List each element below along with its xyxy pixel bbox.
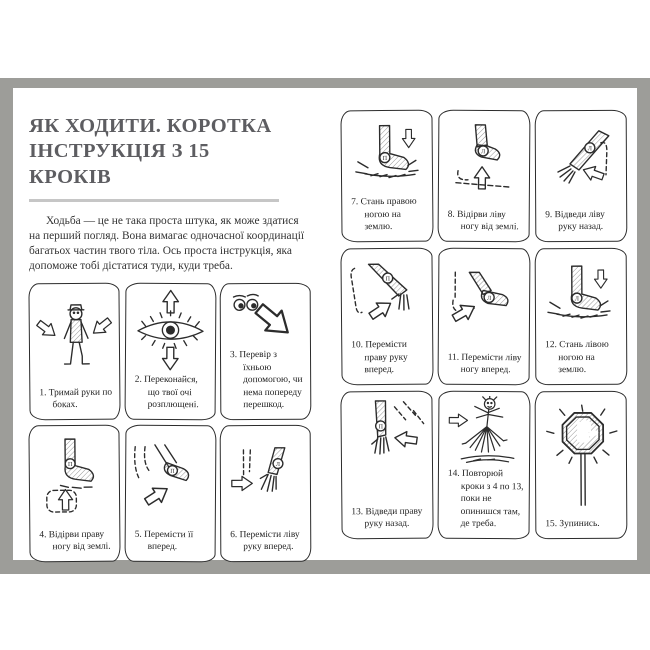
title-divider (29, 199, 279, 202)
step-caption: 4. Відірви праву ногу від землі. (39, 529, 111, 553)
step-6-panel (220, 425, 311, 562)
step-caption: 15. Зупинись. (545, 519, 600, 530)
step-caption: 9. Відведи ліву руку назад. (545, 209, 605, 233)
step-caption: 12. Стань лівою ногою на землю. (545, 340, 609, 376)
svg-text:П: П (169, 469, 175, 476)
step-7-panel (340, 110, 433, 243)
page (13, 88, 637, 560)
intro-paragraph: Ходьба — це не така проста штука, як може здатися на перший погляд. Вона вимагає одночасної координації багатьох частин твого тіла. Ось проста інструкція, яка допоможе тобі дістатися туди, куди треба. (29, 214, 305, 273)
step-caption: 10. Перемісти праву руку вперед. (351, 340, 408, 376)
step-12-illustration (539, 253, 623, 338)
step-11-panel (438, 248, 531, 386)
step-caption: 2. Переконайся, що твої очі розплющені. (134, 375, 199, 411)
step-4-panel (28, 425, 120, 563)
svg-text:П: П (382, 155, 388, 163)
svg-text:П: П (378, 423, 383, 431)
svg-text:Л: Л (487, 294, 492, 302)
step-8-panel (438, 110, 531, 243)
left-column (29, 88, 317, 560)
step-2-panel (124, 283, 216, 421)
svg-text:Л: Л (481, 148, 486, 156)
step-4-illustration (32, 430, 115, 528)
step-1-illustration (32, 288, 115, 386)
step-1-panel (28, 283, 120, 421)
svg-text:Л: Л (276, 462, 281, 469)
step-14-panel (437, 391, 530, 540)
step-2-illustration (129, 288, 212, 373)
step-6-illustration (224, 430, 307, 527)
step-7-illustration (344, 115, 429, 195)
step-9-illustration (539, 115, 623, 207)
svg-text:Л: Л (587, 145, 592, 153)
page-title: ЯК ХОДИТИ. КОРОТКА ІНСТРУКЦІЯ З 15 КРОКІВ (29, 115, 272, 188)
svg-text:П: П (385, 275, 390, 283)
step-13-illustration (344, 396, 429, 505)
step-14-illustration (442, 396, 526, 467)
step-caption: 3. Перевір з їхньою допомогою, чи нема попереду перешкод. (230, 350, 303, 411)
steps-grid-left (29, 283, 311, 562)
step-3-panel (220, 283, 311, 420)
step-9-panel (535, 110, 628, 242)
step-caption: 14. Повторюй кроки з 4 по 13, поки не опинишся там, де треба. (447, 468, 524, 530)
step-caption: 8. Відірви ліву ногу від землі. (447, 209, 519, 233)
step-12-panel (535, 248, 628, 385)
step-caption: 1. Тримай руки по боках. (39, 387, 113, 411)
step-3-illustration (224, 288, 307, 347)
step-caption: 7. Стань правою ногою на землю. (351, 196, 417, 233)
step-caption: 13. Відведи праву руку назад. (351, 506, 423, 530)
step-caption: 11. Перемісти ліву ногу вперед. (447, 352, 522, 376)
right-column (341, 88, 627, 560)
step-15-panel (535, 391, 628, 539)
step-caption: 6. Перемісти ліву руку вперед. (230, 529, 300, 553)
svg-text:Л: Л (574, 295, 580, 303)
steps-grid-right (341, 110, 627, 539)
step-13-panel (340, 391, 433, 540)
step-10-illustration (344, 253, 429, 338)
step-10-panel (340, 248, 433, 386)
svg-text:П: П (67, 462, 73, 469)
step-8-illustration (442, 115, 527, 207)
step-11-illustration (442, 253, 527, 350)
step-5-illustration (128, 430, 211, 527)
step-caption: 5. Перемісти її вперед. (134, 529, 193, 553)
step-15-illustration (539, 396, 624, 517)
step-5-panel (124, 425, 216, 563)
